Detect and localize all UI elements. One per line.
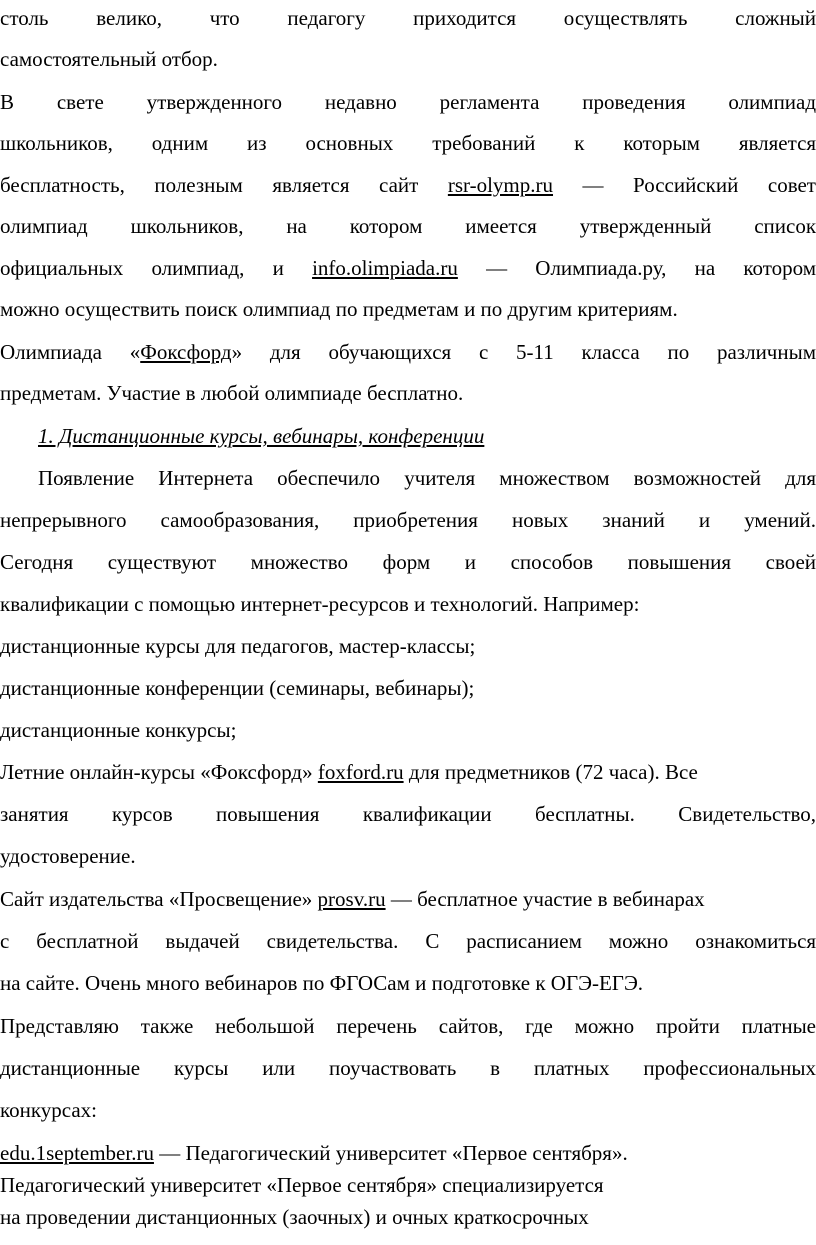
list-item: дистанционные конференции (семинары, вебинары); [0, 676, 475, 700]
paragraph-line: можно осуществить поиск олимпиад по предметам и по другим критериям. [0, 297, 678, 321]
paragraph-line: Олимпиада «Фоксфорд» для обучающихся с 5-11 класса по различным [0, 340, 816, 364]
list-item: дистанционные курсы для педагогов, мастер-классы; [0, 634, 476, 658]
paragraph-line: Летние онлайн-курсы «Фоксфорд» foxford.ru для предметников (72 часа). Все [0, 760, 698, 784]
paragraph-line: конкурсах: [0, 1098, 98, 1122]
paragraph-line: олимпиад школьников, на котором имеется утвержденный список [0, 214, 816, 238]
paragraph-line: В свете утвержденного недавно регламента проведения олимпиад [0, 90, 816, 114]
rsr-olymp-link[interactable]: rsr-olymp.ru [447, 173, 554, 197]
paragraph-line: на проведении дистанционных (заочных) и очных краткосрочных [0, 1205, 589, 1229]
paragraph-line: квалификации с помощью интернет-ресурсов и технологий. Например: [0, 592, 640, 616]
paragraph-line: Педагогический университет «Первое сентября» специализируется [0, 1173, 604, 1197]
list-item: дистанционные конкурсы; [0, 718, 237, 742]
paragraph-line: непрерывного самообразования, приобретения новых знаний и умений. [0, 508, 816, 532]
section-heading: 1. Дистанционные курсы, вебинары, конференции [38, 424, 485, 448]
paragraph-line: школьников, одним из основных требований к которым является [0, 131, 816, 155]
foxford-link[interactable]: Фоксфорд [140, 340, 232, 364]
foxford-site-link[interactable]: foxford.ru [317, 760, 404, 784]
paragraph-line: удостоверение. [0, 844, 136, 868]
paragraph-line: edu.1september.ru — Педагогический университет «Первое сентября». [0, 1141, 628, 1165]
edu-1september-link[interactable]: edu.1september.ru [0, 1141, 154, 1165]
paragraph-line: Представляю также небольшой перечень сайтов, где можно пройти платные [0, 1014, 816, 1038]
paragraph-line: официальных олимпиад, и info.olimpiada.ru — Олимпиада.ру, на котором [0, 256, 816, 280]
paragraph-line: Сегодня существуют множество форм и способов повышения своей [0, 550, 816, 574]
paragraph-line: дистанционные курсы или поучаствовать в платных профессиональных [0, 1056, 816, 1080]
paragraph-line: столь велико, что педагогу приходится осуществлять сложный [0, 6, 816, 30]
paragraph-line: Сайт издательства «Просвещение» prosv.ru — бесплатное участие в вебинарах [0, 887, 705, 911]
paragraph-line: занятия курсов повышения квалификации бесплатны. Свидетельство, [0, 802, 816, 826]
paragraph-line: предметам. Участие в любой олимпиаде бесплатно. [0, 381, 464, 405]
paragraph-line: на сайте. Очень много вебинаров по ФГОСам и подготовке к ОГЭ-ЕГЭ. [0, 971, 644, 995]
info-olimpiada-link[interactable]: info.olimpiada.ru [312, 256, 458, 280]
paragraph-line: с бесплатной выдачей свидетельства. С расписанием можно ознакомиться [0, 929, 816, 953]
paragraph-line: бесплатность, полезным является сайт rsr-olymp.ru — Российский совет [0, 173, 816, 197]
paragraph-line: Появление Интернета обеспечило учителя множеством возможностей для [38, 466, 816, 490]
paragraph-line: самостоятельный отбор. [0, 47, 218, 71]
prosv-link[interactable]: prosv.ru [317, 887, 386, 911]
